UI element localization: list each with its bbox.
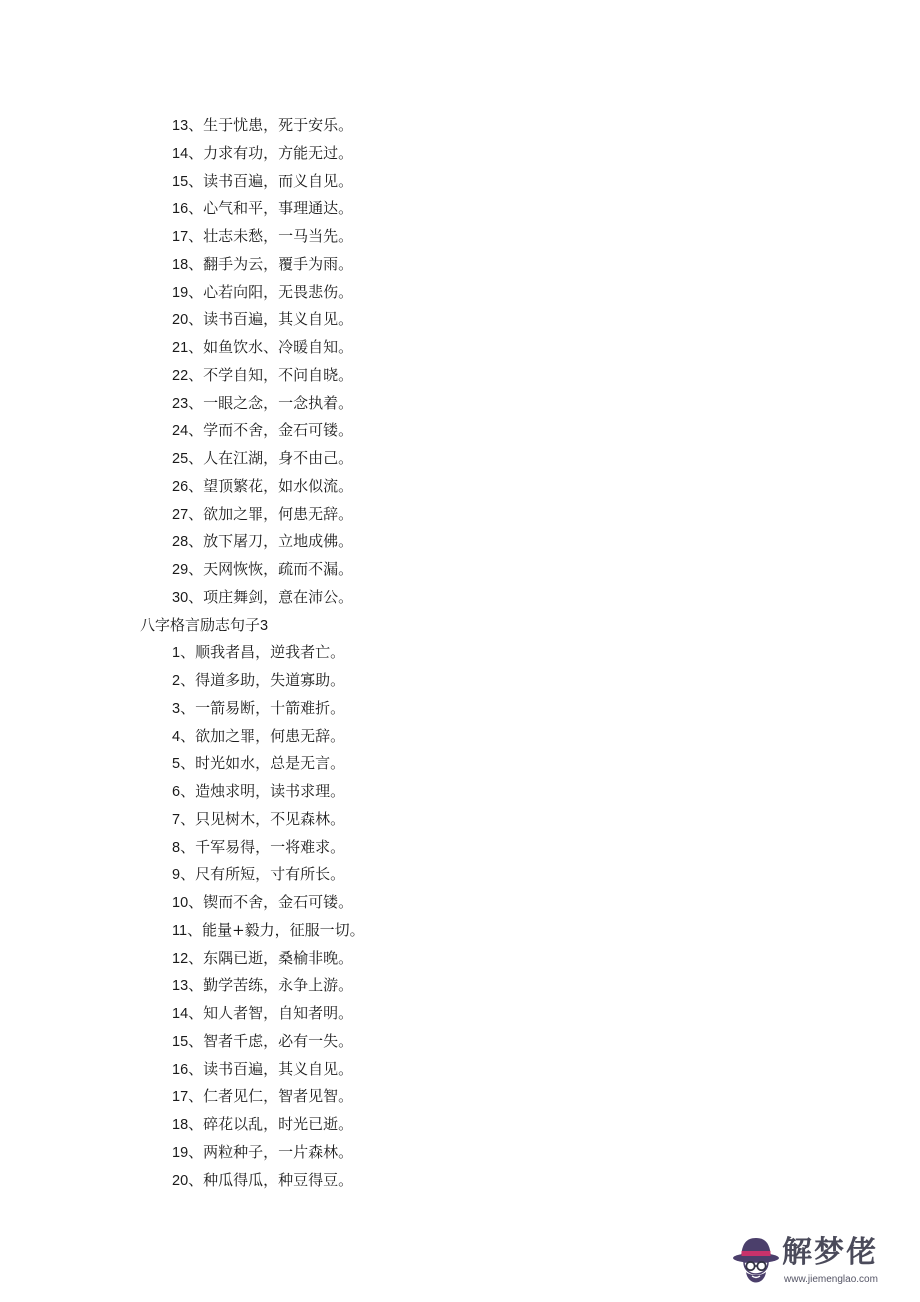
list-item-number: 27	[172, 506, 189, 523]
list-item	[0, 112, 920, 140]
list-item-text: 、翻手为云，覆手为雨。	[188, 254, 354, 273]
list-item	[0, 972, 920, 1000]
list-item-number: 7	[172, 811, 181, 828]
list-item-text: 、能量+毅力，征服一切。	[187, 920, 365, 939]
list-item	[0, 723, 920, 751]
list-item-number: 2	[172, 673, 181, 689]
list-item-text: 、仁者见仁，智者见智。	[188, 1087, 354, 1106]
list-item-text: 、心若向阳，无畏悲伤。	[188, 282, 354, 301]
list-item-number: 15	[172, 1033, 189, 1050]
list-item-number: 20	[172, 1172, 189, 1189]
list-item-text: 、一箭易断，十箭难折。	[180, 698, 346, 717]
list-item-text: 、两粒种子，一片森林。	[188, 1142, 354, 1161]
list-item	[0, 861, 920, 889]
list-item-text: 、人在江湖，身不由己。	[188, 449, 354, 467]
list-item-text: 、不学自知，不问自晓。	[188, 365, 354, 384]
list-item-number: 5	[172, 756, 181, 773]
list-item-number: 19	[172, 1144, 189, 1161]
list-item-text: 、读书百遍，其义自见。	[188, 310, 354, 329]
watermark-url: www.jiemenglao.com	[784, 1274, 878, 1285]
list-item	[0, 1000, 920, 1028]
list-item-text: 、心气和平，事理通达。	[188, 199, 354, 218]
list-item-number: 15	[172, 173, 189, 190]
list-item-number: 25	[172, 451, 189, 467]
list-item-text: 、项庄舞剑，意在沛公。	[188, 587, 354, 606]
document-page	[0, 112, 920, 1194]
list-item-text: 、千军易得，一将难求。	[180, 837, 346, 856]
list-item-number: 17	[172, 1089, 189, 1106]
list-item-number: 14	[172, 1006, 189, 1022]
list-item	[0, 584, 920, 612]
list-item	[0, 917, 920, 945]
list-item-text: 、学而不舍，金石可镂。	[188, 421, 354, 440]
list-item-number: 8	[172, 839, 181, 856]
list-item	[0, 778, 920, 806]
list-item-number: 28	[172, 534, 189, 551]
list-item-number: 14	[172, 145, 189, 162]
list-item	[0, 945, 920, 973]
list-item-text: 、放下屠刀，立地成佛。	[188, 532, 354, 551]
list-item-text: 、顺我者昌，逆我者亡。	[180, 643, 346, 662]
list-item	[0, 556, 920, 584]
list-item-number: 12	[172, 950, 189, 967]
list-item-number: 10	[172, 895, 189, 911]
list-item-text: 、天网恢恢，疏而不漏。	[188, 560, 354, 578]
list-item-number: 18	[172, 1117, 189, 1133]
list-item	[0, 639, 920, 667]
list-item-number: 20	[172, 312, 189, 329]
list-item-text: 、造烛求明，读书求理。	[180, 782, 346, 800]
list-item	[0, 195, 920, 223]
list-item	[0, 1111, 920, 1139]
list-item-text: 、望顶繁花，如水似流。	[188, 476, 354, 495]
list-item-number: 21	[172, 340, 189, 356]
list-item	[0, 1139, 920, 1167]
list-item	[0, 528, 920, 556]
list-item-text: 、生于忧患，死于安乐。	[188, 116, 354, 134]
list-item-text: 、读书百遍，而义自见。	[188, 171, 354, 190]
list-item-number: 19	[172, 284, 189, 301]
list-item-number: 23	[172, 395, 189, 412]
list-item-number: 22	[172, 367, 189, 384]
list-item	[0, 1028, 920, 1056]
numbered-list-section-a	[0, 112, 920, 612]
list-item-text: 、如鱼饮水、冷暖自知。	[188, 338, 354, 356]
list-item-number: 6	[172, 784, 181, 800]
list-item-text: 、碎花以乱，时光已逝。	[188, 1115, 354, 1133]
list-item	[0, 223, 920, 251]
list-item-text: 、力求有功，方能无过。	[188, 143, 354, 162]
list-item-number: 26	[172, 478, 189, 495]
list-item-text: 、时光如水，总是无言。	[180, 754, 346, 773]
list-item	[0, 889, 920, 917]
list-item-text: 、勤学苦练，永争上游。	[188, 976, 354, 995]
list-item-text: 、得道多助，失道寡助。	[180, 671, 346, 689]
watermark-brand: 解梦佬	[782, 1235, 878, 1270]
list-item	[0, 251, 920, 279]
section-heading	[0, 612, 920, 640]
list-item-number: 30	[172, 589, 189, 606]
list-item-number: 17	[172, 229, 189, 245]
list-item-text: 、尺有所短，寸有所长。	[180, 865, 346, 884]
list-item-number: 11	[172, 922, 188, 939]
list-item	[0, 1167, 920, 1195]
list-item-text: 、智者千虑，必有一失。	[188, 1031, 354, 1050]
list-item	[0, 362, 920, 390]
list-item	[0, 1083, 920, 1111]
list-item-number: 3	[172, 700, 181, 717]
list-item	[0, 445, 920, 473]
list-item-text: 、东隅已逝，桑榆非晚。	[188, 948, 354, 967]
list-item	[0, 168, 920, 196]
list-item-text: 、锲而不舍，金石可镂。	[188, 893, 354, 911]
list-item	[0, 334, 920, 362]
list-item-text: 、只见树木，不见森林。	[180, 809, 346, 828]
list-item-number: 4	[172, 728, 181, 745]
list-item-number: 24	[172, 423, 189, 440]
list-item-number: 13	[172, 118, 189, 134]
list-item	[0, 279, 920, 307]
numbered-list-section-b	[0, 639, 920, 1194]
list-item-number: 1	[172, 645, 181, 662]
list-item-number: 16	[172, 201, 189, 218]
list-item-number: 18	[172, 256, 189, 273]
list-item	[0, 473, 920, 501]
list-item	[0, 750, 920, 778]
list-item-number: 16	[172, 1061, 189, 1078]
list-item	[0, 1056, 920, 1084]
list-item	[0, 806, 920, 834]
section-heading-text: 八字格言励志句子	[140, 615, 261, 634]
list-item	[0, 695, 920, 723]
list-item	[0, 667, 920, 695]
list-item-number: 29	[172, 562, 189, 578]
list-item	[0, 834, 920, 862]
list-item-text: 、壮志未愁，一马当先。	[188, 227, 354, 245]
list-item	[0, 417, 920, 445]
list-item-text: 、读书百遍，其义自见。	[188, 1059, 354, 1078]
detective-hat-icon	[732, 1234, 780, 1292]
list-item-text: 、欲加之罪，何患无辞。	[180, 726, 346, 745]
list-item-number: 9	[172, 867, 181, 884]
list-item-number: 13	[172, 978, 189, 995]
section-heading-number: 3	[260, 617, 269, 634]
list-item-text: 、知人者智，自知者明。	[188, 1004, 354, 1022]
watermark	[732, 1234, 902, 1294]
list-item-text: 、种瓜得瓜，种豆得豆。	[188, 1170, 354, 1189]
list-item	[0, 306, 920, 334]
list-item	[0, 140, 920, 168]
list-item	[0, 390, 920, 418]
list-item-text: 、一眼之念，一念执着。	[188, 393, 354, 412]
list-item-text: 、欲加之罪，何患无辞。	[188, 504, 354, 523]
list-item	[0, 501, 920, 529]
